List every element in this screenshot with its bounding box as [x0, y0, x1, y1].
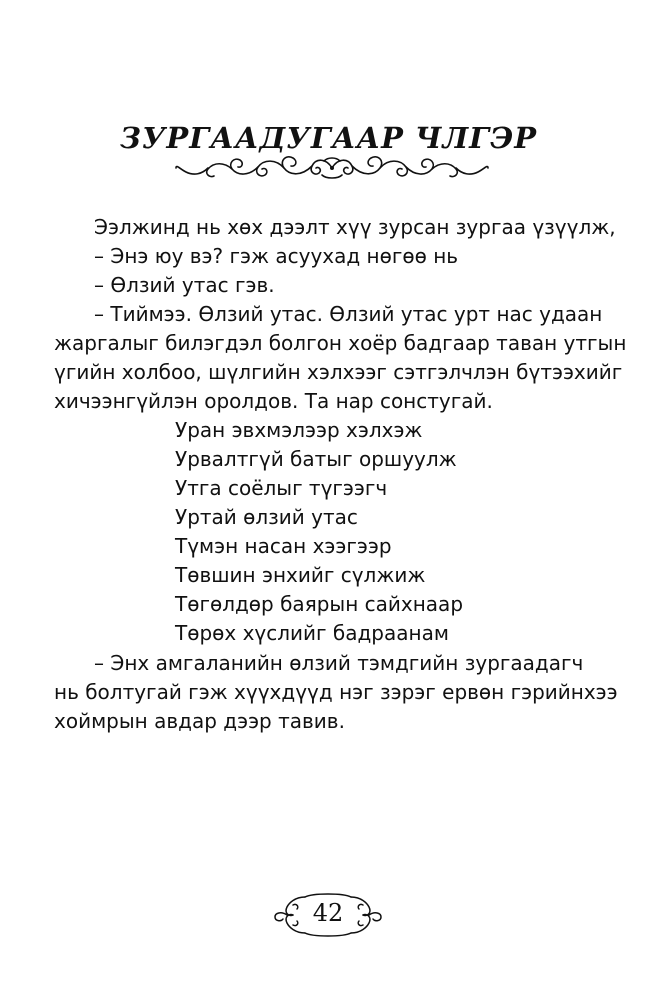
page-number-frame	[263, 891, 393, 939]
text-line: хоймрын авдар дээр тавив.	[54, 709, 345, 733]
paragraph-line: – Өлзий утас гэв.	[94, 273, 275, 297]
poem-line: Төвшин энхийг сүлжиж	[175, 563, 426, 587]
page-number: 42	[312, 899, 344, 927]
closing-paragraph	[54, 649, 618, 736]
text-line: нь болтугай гэж хүүхдүүд нэг зэрэг ервөн гэрийнхээ	[54, 680, 618, 704]
text-line: үгийн холбоо, шүлгийн хэлхээг сэтгэлчлэн бүтээхийг	[54, 360, 623, 384]
text-line: хичээнгүйлэн оролдов. Та нар сонстугай.	[54, 389, 493, 413]
poem	[175, 416, 575, 648]
text-line: жаргалыг билэгдэл болгон хоёр бадгаар таван утгын	[54, 331, 627, 355]
text-line: – Тиймээ. Өлзий утас. Өлзий утас урт нас удаан	[94, 302, 603, 326]
poem-line: Түмэн насан хээгээр	[175, 534, 392, 558]
poem-line: Урвалтгүй батыг оршуулж	[175, 447, 457, 471]
poem-line: Төгөлдөр баярын сайхнаар	[175, 592, 464, 616]
poem-line: Төрөх хүслийг бадраанам	[175, 621, 449, 645]
poem-line: Утга соёлыг түгээгч	[175, 476, 388, 500]
poem-line: Уран эвхмэлээр хэлхэж	[175, 418, 423, 442]
paragraph-block	[54, 300, 627, 416]
poem-line: Уртай өлзий утас	[175, 505, 358, 529]
chapter-title: ЗУРГААДУГААР ЧЛГЭР	[119, 121, 538, 155]
ornament-divider-icon	[172, 153, 492, 183]
paragraph-line: – Энэ юу вэ? гэж асуухад нөгөө нь	[94, 244, 459, 268]
paragraph-line: Ээлжинд нь хөх дээлт хүү зурсан зургаа үзүүлж,	[94, 215, 616, 239]
text-line: – Энх амгаланийн өлзий тэмдгийн зургаадагч	[94, 651, 584, 675]
